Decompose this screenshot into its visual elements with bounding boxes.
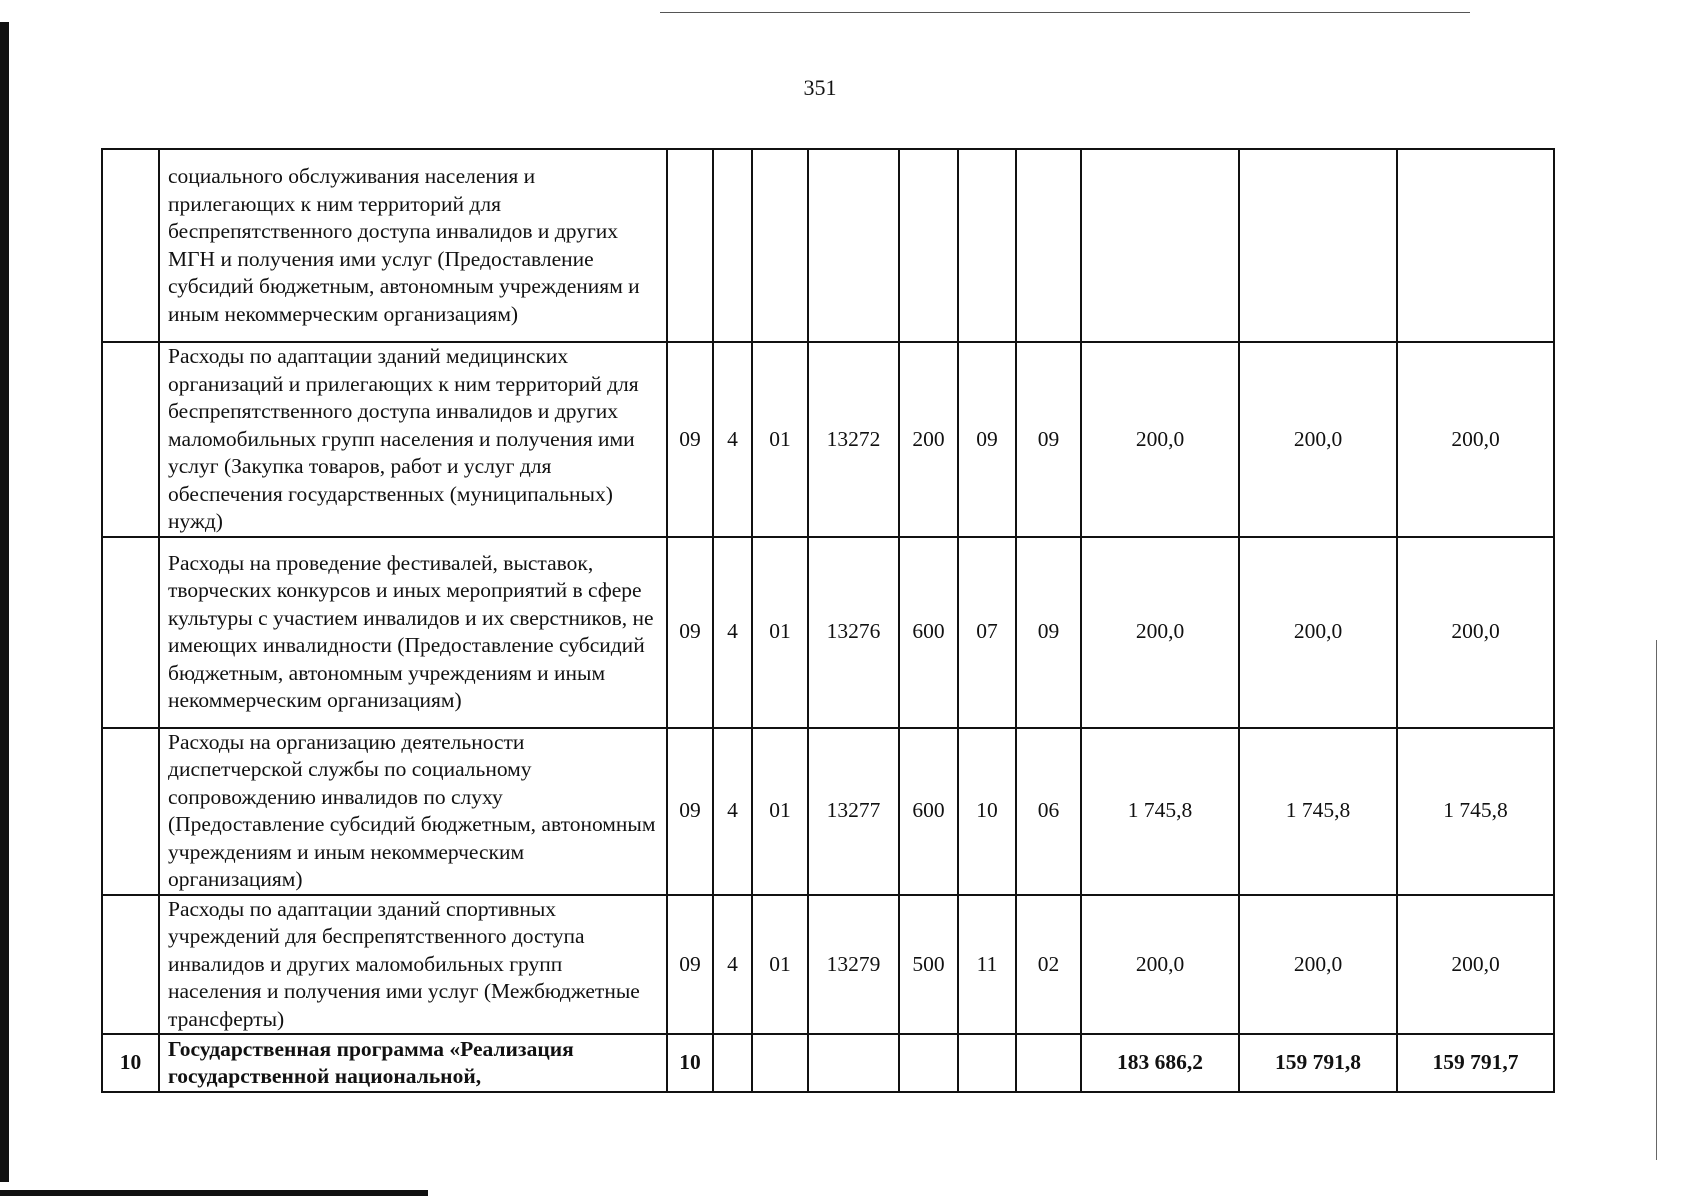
scan-line-top xyxy=(660,12,1470,13)
code-subsection: 09 xyxy=(1016,342,1081,537)
scan-edge-left xyxy=(0,22,9,1182)
code-section: 11 xyxy=(958,895,1016,1035)
code-subprogram: 4 xyxy=(713,342,752,537)
code-expense-type xyxy=(899,1034,958,1092)
code-program: 09 xyxy=(667,895,713,1035)
table-row-program-total xyxy=(102,1034,1554,1092)
code-direction xyxy=(808,1034,899,1092)
row-description: Расходы по адаптации зданий спортивных учреждений для беспрепятственного доступа инвалидов и других маломобильных групп населения и получения ими услуг (Межбюджетные трансферты) xyxy=(159,895,667,1035)
row-index xyxy=(102,728,159,895)
page-number: 351 xyxy=(803,75,837,100)
code-event xyxy=(752,1034,808,1092)
row-index: 10 xyxy=(102,1034,159,1092)
row-index xyxy=(102,342,159,537)
amount-year-3: 200,0 xyxy=(1397,342,1554,537)
row-description: Расходы на организацию деятельности диспетчерской службы по социальному сопровождению инвалидов по слуху (Предоставление субсидий бюджетным, автономным учреждениям и иным некоммерческим организациям) xyxy=(159,728,667,895)
code-expense-type: 600 xyxy=(899,537,958,728)
amount-year-2: 200,0 xyxy=(1239,895,1397,1035)
code-direction: 13279 xyxy=(808,895,899,1035)
table-row xyxy=(102,342,1554,537)
code-subprogram: 4 xyxy=(713,895,752,1035)
code-direction: 13276 xyxy=(808,537,899,728)
amount-year-1 xyxy=(1081,149,1239,342)
code-program xyxy=(667,149,713,342)
code-subsection: 02 xyxy=(1016,895,1081,1035)
code-event: 01 xyxy=(752,537,808,728)
code-program: 09 xyxy=(667,537,713,728)
code-section: 10 xyxy=(958,728,1016,895)
code-expense-type: 600 xyxy=(899,728,958,895)
row-description: социального обслуживания населения и прилегающих к ним территорий для беспрепятственного доступа инвалидов и других МГН и получения ими услуг (Предоставление субсидий бюджетным, автономным учреждениям и иным некоммерческим организациям) xyxy=(159,149,667,342)
amount-year-2: 1 745,8 xyxy=(1239,728,1397,895)
amount-year-1: 200,0 xyxy=(1081,537,1239,728)
code-program: 10 xyxy=(667,1034,713,1092)
table-row xyxy=(102,537,1554,728)
code-direction xyxy=(808,149,899,342)
code-subsection: 06 xyxy=(1016,728,1081,895)
amount-year-1: 1 745,8 xyxy=(1081,728,1239,895)
row-description: Расходы по адаптации зданий медицинских организаций и прилегающих к ним территорий для беспрепятственного доступа инвалидов и других маломобильных групп населения и получения ими услуг (Закупка товаров, работ и услуг для обеспечения государственных (муниципальных) нужд) xyxy=(159,342,667,537)
row-index xyxy=(102,895,159,1035)
amount-year-3: 159 791,7 xyxy=(1397,1034,1554,1092)
code-section xyxy=(958,1034,1016,1092)
code-event: 01 xyxy=(752,728,808,895)
code-section: 09 xyxy=(958,342,1016,537)
code-subprogram xyxy=(713,149,752,342)
amount-year-2: 200,0 xyxy=(1239,342,1397,537)
row-description: Расходы на проведение фестивалей, выставок, творческих конкурсов и иных мероприятий в сфере культуры с участием инвалидов и их сверстников, не имеющих инвалидности (Предоставление субсидий бюджетным, автономным учреждениям и иным некоммерческим организациям) xyxy=(159,537,667,728)
amount-year-1: 200,0 xyxy=(1081,342,1239,537)
code-subprogram: 4 xyxy=(713,728,752,895)
table-row xyxy=(102,895,1554,1035)
amount-year-3: 200,0 xyxy=(1397,537,1554,728)
code-subsection: 09 xyxy=(1016,537,1081,728)
code-event: 01 xyxy=(752,895,808,1035)
code-expense-type: 500 xyxy=(899,895,958,1035)
code-expense-type: 200 xyxy=(899,342,958,537)
amount-year-2: 200,0 xyxy=(1239,537,1397,728)
row-index xyxy=(102,149,159,342)
code-subprogram: 4 xyxy=(713,537,752,728)
amount-year-3: 1 745,8 xyxy=(1397,728,1554,895)
code-direction: 13277 xyxy=(808,728,899,895)
code-program: 09 xyxy=(667,728,713,895)
scan-line-right xyxy=(1656,640,1657,1160)
amount-year-3: 200,0 xyxy=(1397,895,1554,1035)
code-event xyxy=(752,149,808,342)
amount-year-1: 183 686,2 xyxy=(1081,1034,1239,1092)
code-subsection xyxy=(1016,1034,1081,1092)
amount-year-2: 159 791,8 xyxy=(1239,1034,1397,1092)
code-section xyxy=(958,149,1016,342)
code-expense-type xyxy=(899,149,958,342)
budget-table xyxy=(101,148,1555,1093)
code-subprogram xyxy=(713,1034,752,1092)
table-row xyxy=(102,728,1554,895)
code-event: 01 xyxy=(752,342,808,537)
scan-edge-bottom xyxy=(0,1190,428,1196)
code-subsection xyxy=(1016,149,1081,342)
row-description: Государственная программа «Реализация государственной национальной, xyxy=(159,1034,667,1092)
table-row xyxy=(102,149,1554,342)
amount-year-2 xyxy=(1239,149,1397,342)
code-direction: 13272 xyxy=(808,342,899,537)
row-index xyxy=(102,537,159,728)
amount-year-3 xyxy=(1397,149,1554,342)
code-program: 09 xyxy=(667,342,713,537)
amount-year-1: 200,0 xyxy=(1081,895,1239,1035)
code-section: 07 xyxy=(958,537,1016,728)
